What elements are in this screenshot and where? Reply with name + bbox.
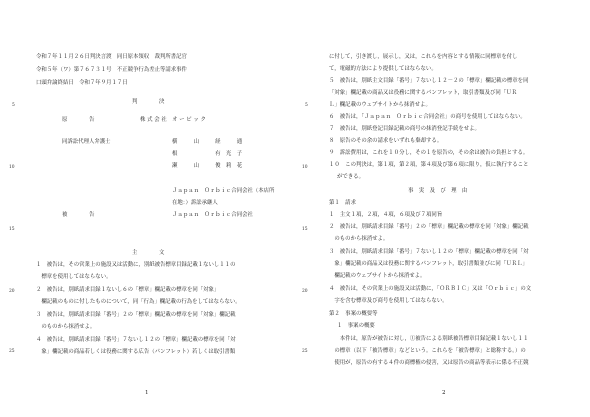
page-number: 2 — [442, 390, 446, 397]
body-line: １ 主文１項，２項，４項，６項及び７項同旨 — [329, 212, 443, 218]
header-line: 令和５年（ワ）第７６７３１号 不正競争行為差止等請求事件 — [36, 67, 187, 73]
body-line: ２ 被告は，別紙請求目録「番号」２の「標章」欄記載の標章を同「対象」欄記載 — [329, 224, 529, 230]
margin-number: 5 — [12, 103, 15, 108]
body-line: 欄記載のものに付したものについて，同「行為」欄記載の行為をしてはならない。 — [36, 299, 241, 305]
body-line: 「対象」欄記載の商品又は役務に関するパンフレット，取引書類及び同「ＵＲ — [329, 90, 517, 96]
body-line: ２ 被告は，別紙請求目録１ないし６の「標章」欄記載の標章を同「対象」 — [36, 287, 220, 293]
margin-number: 10 — [302, 165, 308, 170]
body-line: 本件は，原告が被告に対し，①被告による別紙被告標章目録記載１ないし１１ — [329, 336, 529, 342]
body-line: ９ 訴訟費用は，これを１０分し，その１を原告の，その余は被告の負担とする。 — [329, 150, 529, 156]
intervenor-name: Ｊａｐａｎ Ｏｒｂｉｃ合同会社（本店所 — [172, 188, 275, 194]
body-line: のものから抹消せよ。 — [329, 236, 389, 242]
plaintiff-role: 原 告 — [62, 117, 95, 123]
body-line: ３ 被告は，別紙請求目録「番号」２の「標章」欄記載の標章を同「対象」欄記載 — [36, 312, 236, 318]
body-line: ６ 被告は，「Ｊａｐａｎ Ｏｒｂｉｃ合同会社」の商号を使用してはならない。 — [329, 114, 526, 120]
header-line: 口頭弁論終結日 令和７年９月１７日 — [36, 80, 128, 86]
page-2 — [295, 0, 590, 417]
counsel-role: 同訴訟代理人弁護士 — [62, 139, 111, 145]
document-title: 判 決 — [132, 99, 165, 105]
margin-number: 15 — [302, 227, 308, 232]
intervenor-note: 在地：）訴訟承継人 — [172, 200, 218, 206]
body-line: 使用が，原告の有する４件の商標権の侵害，又は原告の商品等表示に係る不正競 — [329, 360, 529, 366]
counsel-name: 横 山 経 通 — [172, 139, 243, 145]
body-line: ５ 被告は，別紙主文目録「番号」７ないし１２－２の「標章」欄記載の標章を同 — [329, 78, 529, 84]
section-title: 事 実 及 び 理 由 — [408, 188, 468, 194]
margin-number: 10 — [9, 165, 15, 170]
body-line: ３ 被告は，別紙請求目録「番号」７ないし１２の「標章」欄記載の標章を同「対 — [329, 249, 529, 255]
claims-heading: 第１ 請求 — [329, 200, 356, 206]
body-line: ができる。 — [337, 174, 364, 180]
body-line: 標章を使用してはならない。 — [36, 274, 112, 280]
body-line: １ 被告は，その営業上の施設又は活動に，別紙被告標章目録記載１ないし１１の — [36, 262, 236, 268]
body-line: に付して，引き渡し，展示し，又は，これらを内容とする情報に同標章を付し — [329, 54, 518, 60]
margin-number: 5 — [305, 103, 308, 108]
body-line: 象」欄記載の商品又は役務に関するパンフレット，取引書類並びに同「ＵＲＬ」 — [329, 261, 528, 267]
counsel-name: 根 有 光 子 — [172, 151, 243, 157]
case-subheading: １ 事案の概要 — [337, 323, 375, 329]
body-line: ８ 原告のその余の請求をいずれも棄却する。 — [329, 138, 443, 144]
margin-number: 20 — [302, 289, 308, 294]
margin-number: 20 — [9, 289, 15, 294]
page-number: 1 — [145, 390, 149, 397]
body-line: ４ 被告は，その営業上の施設又は活動に，「ＯＲＢＩＣ」又は「Ｏｒｂｉｃ」の文 — [329, 286, 532, 292]
body-line: 象」欄記載の商品若しくは役務に関する広告（パンフレット）若しくは取引書類 — [36, 349, 236, 355]
body-line: のものから抹消せよ。 — [36, 324, 96, 330]
plaintiff-name: 株 式 会 社 オ ー ビ ッ ク — [140, 117, 206, 123]
body-line: １０ この判決は，第１項，第２項，第４項及び第６項に限り，仮に執行すること — [329, 162, 529, 168]
body-line: の標章（以下「被告標章」などという。これらを「被告標章」と総称する。）の — [329, 348, 526, 354]
margin-number: 15 — [9, 227, 15, 232]
header-line: 令和７年１１月２６日判決言渡 同日原本領収 裁判所書記官 — [36, 54, 187, 60]
section-title: 主 文 — [132, 250, 165, 256]
case-heading: 第２ 事案の概要等 — [329, 311, 378, 317]
body-line: Ｌ」欄記載のウェブサイトから抹消せよ。 — [329, 102, 431, 108]
body-line: て，電磁的方法により提供してはならない。 — [329, 66, 437, 72]
margin-number: 25 — [302, 349, 308, 354]
counsel-name: 瀬 山 俊 莉 花 — [172, 163, 243, 169]
body-line: ４ 被告は，別紙請求目録「番号」７ないし１２の「標章」欄記載の標章を同「対 — [36, 337, 236, 343]
defendant-role: 被 告 — [62, 212, 95, 218]
margin-number: 25 — [9, 349, 15, 354]
defendant-name: Ｊａｐａｎ Ｏｒｂｉｃ合同会社 — [172, 212, 253, 218]
body-line: 欄記載のウェブサイトから抹消せよ。 — [329, 273, 426, 279]
body-line: 字を含む標章及び商号を使用してはならない。 — [329, 298, 448, 304]
body-line: ７ 被告は，別紙登記目録記載の商号の抹消登記手続をせよ。 — [329, 126, 480, 132]
